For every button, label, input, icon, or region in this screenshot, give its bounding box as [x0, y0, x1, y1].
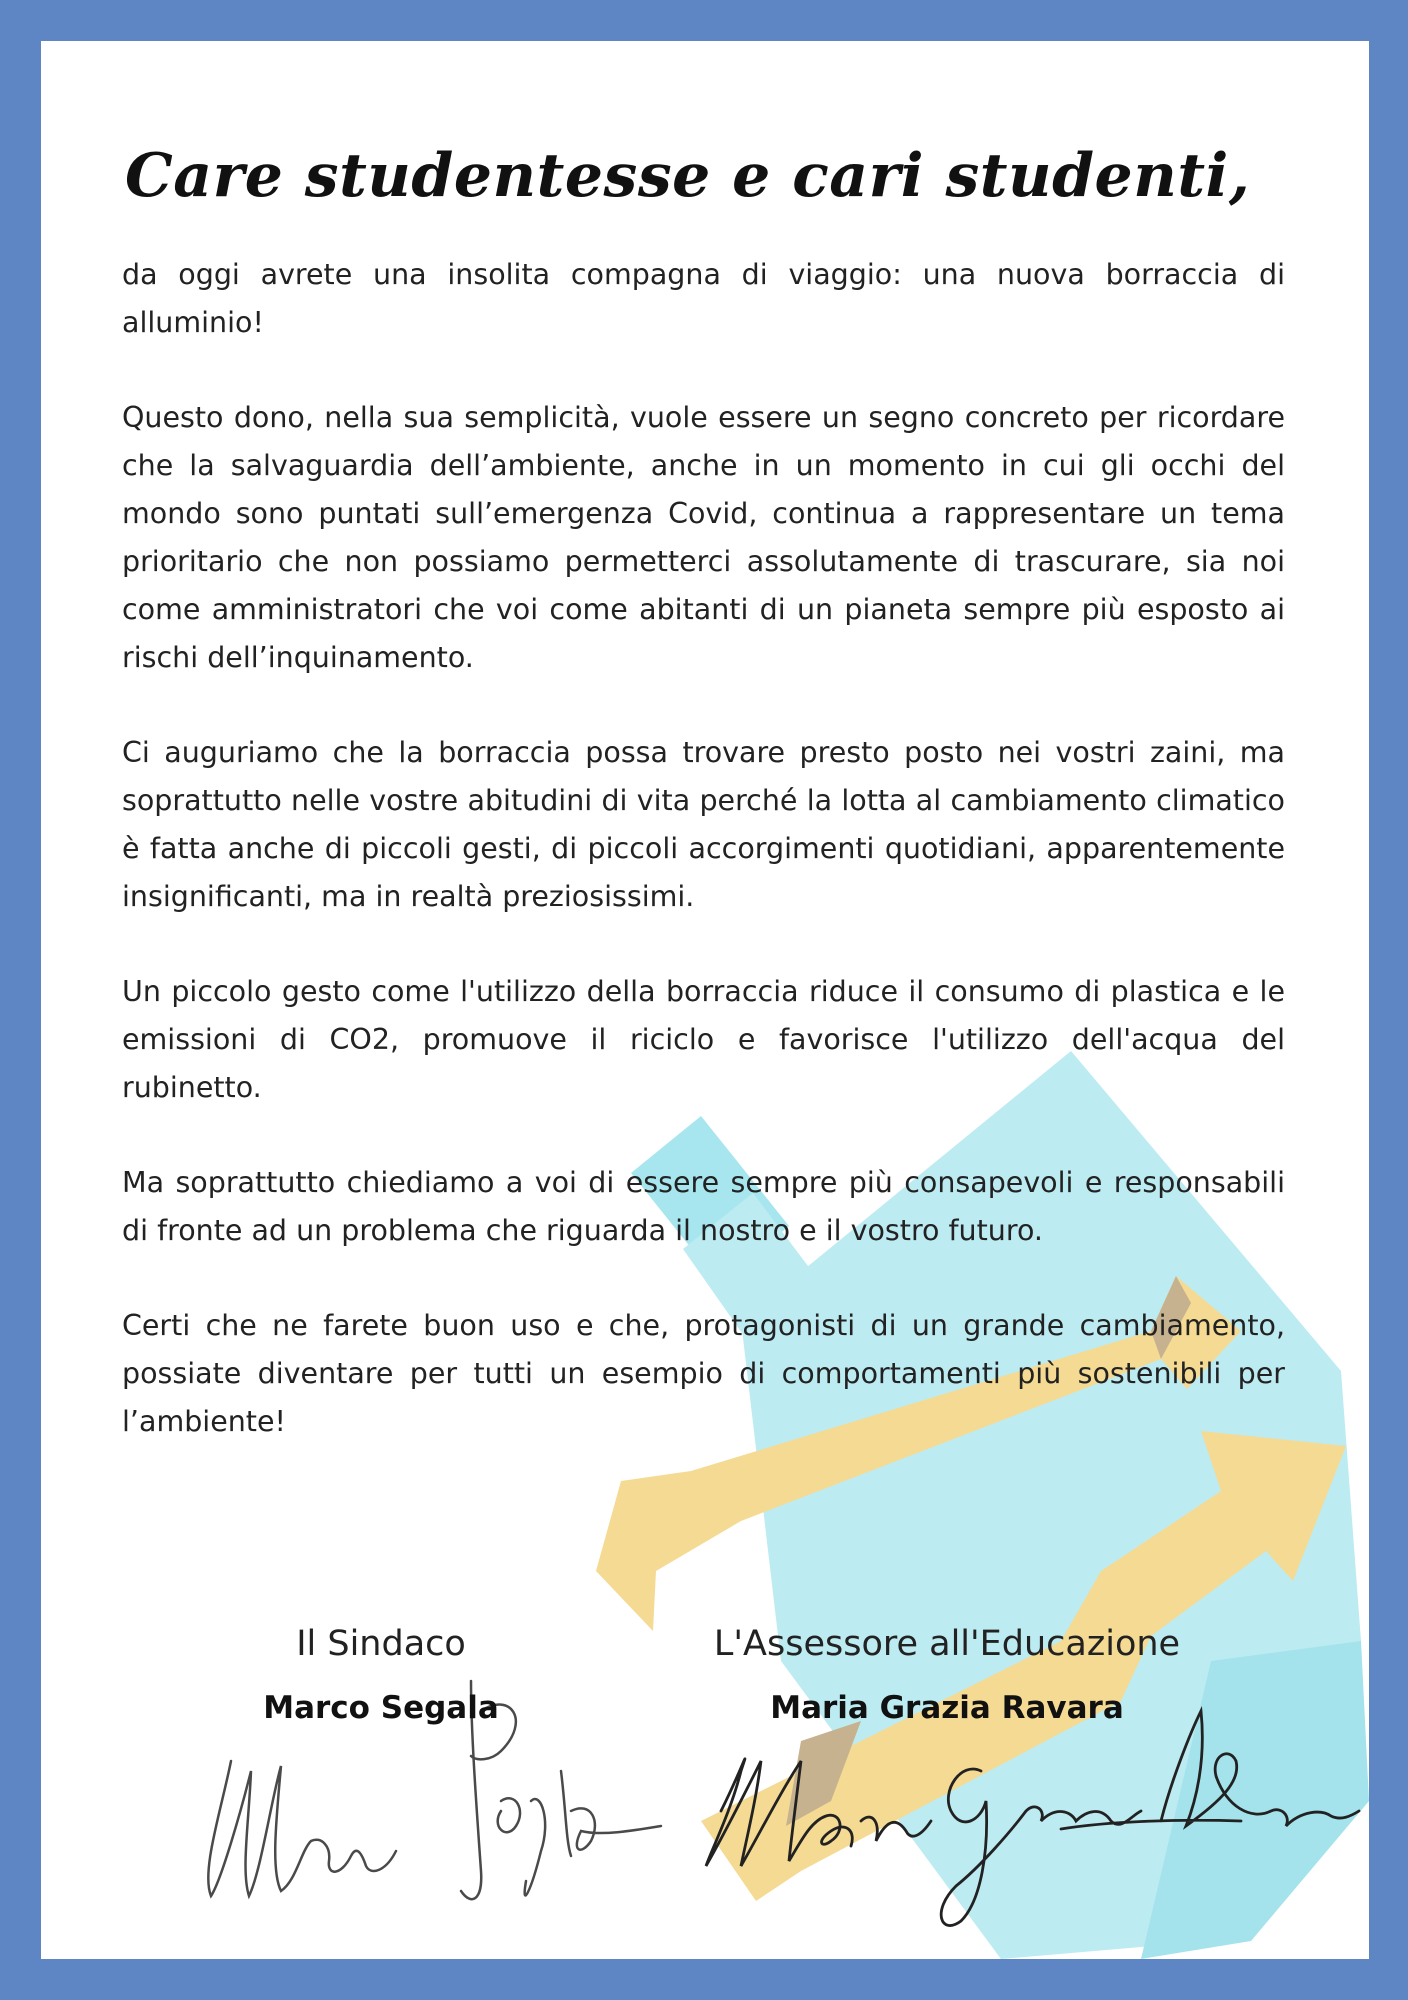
letter-heading: Care studentesse e cari studenti, [125, 141, 1251, 211]
letter-paragraph: Ma soprattutto chiediamo a voi di essere sempre più consapevoli e responsabili di fronte ad un problema che riguarda il nostro e il vostro futuro. [122, 1166, 1285, 1247]
letter-paragraph: Ci auguriamo che la borraccia possa trovare presto posto nei vostri zaini, ma soprattutto nelle vostre abitudini di vita perché la lotta al cambiamento climatico è fatta anche di piccoli gesti, di piccoli accorgimenti quotidiani, apparentemente insignificanti, ma in realtà preziosissimi. [122, 736, 1285, 913]
assessor-signature-block [677, 1622, 1217, 1728]
letter-page [41, 41, 1369, 1959]
assessor-name: Maria Grazia Ravara [770, 1690, 1124, 1726]
letter-paragraph: da oggi avrete una insolita compagna di viaggio: una nuova borraccia di alluminio! [122, 258, 1285, 339]
mayor-role: Il Sindaco [296, 1624, 466, 1664]
letter-paragraph: Certi che ne farete buon uso e che, protagonisti di un grande cambiamento, possiate diventare per tutti un esempio di comportamenti più sostenibili per l’ambiente! [122, 1309, 1285, 1438]
letter-paragraph: Questo dono, nella sua semplicità, vuole essere un segno concreto per ricordare che la salvaguardia dell’ambiente, anche in un momento in cui gli occhi del mondo sono puntati sull’emergenza Covid, continua a rappresentare un tema prioritario che non possiamo permetterci assolutamente di trascurare, sia noi come amministratori che voi come abitanti di un pianeta sempre più esposto ai rischi dell’inquinamento. [122, 401, 1285, 674]
assessor-role: L'Assessore all'Educazione [713, 1624, 1181, 1664]
letter-paragraph: Un piccolo gesto come l'utilizzo della borraccia riduce il consumo di plastica e le emissioni di CO2, promuove il riciclo e favorisce l'utilizzo dell'acqua del rubinetto. [122, 975, 1285, 1104]
mayor-name: Marco Segala [263, 1690, 499, 1726]
mayor-signature-block [221, 1622, 541, 1728]
letter-body [122, 251, 1285, 1493]
